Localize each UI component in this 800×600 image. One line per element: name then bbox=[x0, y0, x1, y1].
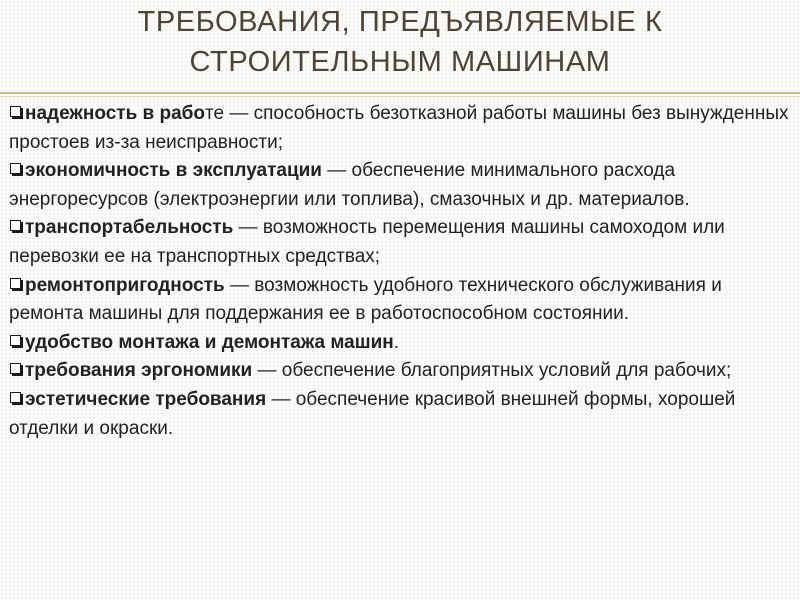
item-term: удобство монтажа и демонтажа машин bbox=[25, 331, 394, 353]
list-item-assembly bbox=[9, 329, 789, 358]
item-text: — обеспечение минимального расхода энергоресурсов (электроэнергии или топлива), смазочных и др. материалов. bbox=[9, 160, 690, 210]
item-text: — обеспечение благоприятных условий для рабочих; bbox=[252, 360, 732, 382]
item-term: эстетические требования bbox=[25, 388, 267, 410]
slide-title bbox=[0, 2, 800, 82]
item-text: . bbox=[393, 331, 400, 353]
hollow-square-bullet-icon bbox=[10, 106, 21, 117]
list-item-aesthetics bbox=[9, 386, 789, 443]
slide-title-line-2: СТРОИТЕЛЬНЫМ МАШИНАМ bbox=[189, 46, 611, 78]
item-term: экономичность в эксплуатации bbox=[25, 160, 322, 182]
hollow-square-bullet-icon bbox=[10, 220, 21, 231]
title-divider-accent bbox=[0, 96, 800, 97]
item-text: — возможность перемещения машины самоходом или перевозки ее на транспортных средствах; bbox=[9, 217, 725, 267]
item-text: — возможность удобного технического обслуживания и ремонта машины для поддержания ее в работоспособном состоянии. bbox=[9, 274, 722, 325]
item-text: — обеспечение красивой внешней формы, хорошей отделки и окраски. bbox=[9, 388, 736, 439]
item-text: те — способность безотказной работы машины без вынужденных простоев из-за неисправности; bbox=[9, 103, 789, 153]
hollow-square-bullet-icon bbox=[10, 278, 21, 289]
item-term: ремонтопригодность bbox=[25, 274, 225, 296]
title-divider bbox=[0, 92, 800, 94]
list-item-transportability bbox=[9, 214, 789, 271]
item-term: транспортабельность bbox=[25, 217, 234, 239]
slide-title-line-1: ТРЕБОВАНИЯ, ПРЕДЪЯВЛЯЕМЫЕ К bbox=[137, 6, 663, 38]
list-item-economy bbox=[9, 157, 789, 214]
item-term: требования эргономики bbox=[25, 360, 253, 382]
list-item-reliability bbox=[9, 100, 789, 157]
hollow-square-bullet-icon bbox=[10, 392, 21, 403]
hollow-square-bullet-icon bbox=[10, 163, 21, 174]
list-item-ergonomics bbox=[9, 357, 789, 386]
hollow-square-bullet-icon bbox=[10, 363, 21, 374]
requirements-list bbox=[9, 100, 789, 443]
item-term: надежность в рабо bbox=[25, 103, 206, 124]
hollow-square-bullet-icon bbox=[10, 335, 21, 346]
list-item-maintainability bbox=[9, 272, 789, 329]
